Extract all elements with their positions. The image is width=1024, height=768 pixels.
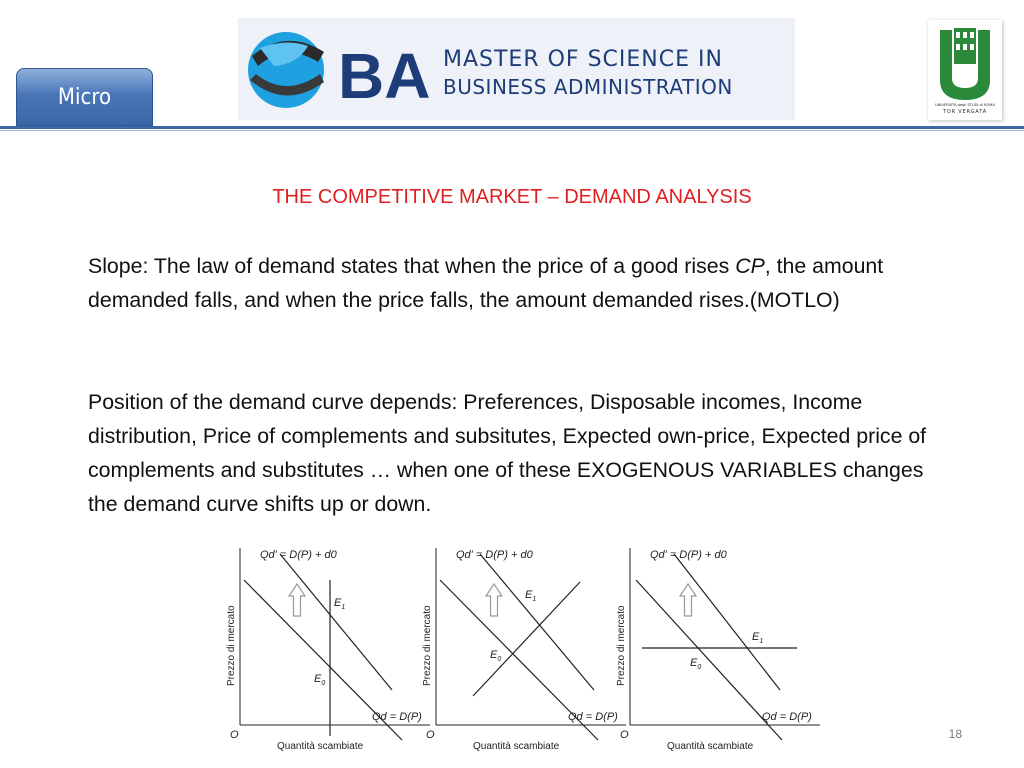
d1-xlabel: Quantità scambiate xyxy=(277,741,364,752)
d1-bottom-label: Qd = D(P) xyxy=(372,711,422,723)
section-tab-label: Micro xyxy=(57,84,112,110)
d3-top-label: Qd' = D(P) + d0 xyxy=(650,549,727,561)
d1-top-label: Qd' = D(P) + d0 xyxy=(260,549,337,561)
d2-e0: E xyxy=(490,649,498,661)
d2-e1-sub: 1 xyxy=(532,596,537,603)
page-number: 18 xyxy=(948,727,962,741)
para1-text: Slope: The law of demand states that when the price of a good rises xyxy=(88,254,736,278)
logo-ba-mark: BA xyxy=(338,40,431,112)
svg-text:E0 xyxy=(490,649,501,663)
para1-rest: , the amount demanded falls, and when the price falls, the amount demanded rises.(MOTLO) xyxy=(88,254,884,312)
paragraph-position: Position of the demand curve depends: Preferences, Disposable incomes, Income distribution, Price of complements and subsitutes, Expected own-price, Expected price of complements and substitutes … when one of these EXOGENOUS VARIABLES changes the demand curve shifts up or down. xyxy=(88,390,927,516)
paragraph-slope xyxy=(88,249,948,317)
d1-e1-sub: 1 xyxy=(341,604,346,611)
logo-ba-line2: BUSINESS ADMINISTRATION xyxy=(443,75,733,99)
d3-ylabel: Prezzo di mercato xyxy=(616,605,627,686)
slide-title: THE COMPETITIVE MARKET – DEMAND ANALYSIS xyxy=(272,186,752,208)
university-logo xyxy=(928,20,1002,120)
d1-e0-sub: 0 xyxy=(321,680,326,687)
d1-origin: O xyxy=(230,729,239,741)
svg-text:E0 xyxy=(314,673,325,687)
svg-text:E1 xyxy=(752,631,763,645)
d3-origin: O xyxy=(620,729,629,741)
para1-em: CP xyxy=(735,254,765,278)
svg-text:E0 xyxy=(690,657,701,671)
diagram-1 xyxy=(226,548,430,752)
d3-bottom-label: Qd = D(P) xyxy=(762,711,812,723)
d3-e0-sub: 0 xyxy=(697,664,702,671)
d3-e1-sub: 1 xyxy=(759,638,764,645)
d3-e1: E xyxy=(752,631,760,643)
univ-line1: UNIVERSITÀ degli STUDI di ROMA xyxy=(935,103,995,107)
svg-text:E1 xyxy=(334,597,345,611)
d1-ylabel: Prezzo di mercato xyxy=(226,605,237,686)
svg-text:E1 xyxy=(525,589,536,603)
demand-shift-diagrams xyxy=(222,540,827,755)
d1-e1: E xyxy=(334,597,342,609)
logo-ba-line1: MASTER OF SCIENCE IN xyxy=(443,47,723,72)
diagram-3 xyxy=(616,548,820,752)
d3-xlabel: Quantità scambiate xyxy=(667,741,754,752)
d2-origin: O xyxy=(426,729,435,741)
mba-logo xyxy=(238,18,795,120)
d2-xlabel: Quantità scambiate xyxy=(473,741,560,752)
d2-bottom-label: Qd = D(P) xyxy=(568,711,618,723)
section-tab xyxy=(16,68,153,126)
d2-top-label: Qd' = D(P) + d0 xyxy=(456,549,533,561)
diagram-2 xyxy=(422,548,626,752)
univ-line2: TOR VERGATA xyxy=(943,109,987,115)
d2-e1: E xyxy=(525,589,533,601)
slide-header xyxy=(0,0,1024,140)
header-divider xyxy=(0,126,1024,129)
d3-e0: E xyxy=(690,657,698,669)
d2-e0-sub: 0 xyxy=(497,656,502,663)
d2-ylabel: Prezzo di mercato xyxy=(422,605,433,686)
header-divider-thin xyxy=(0,130,1024,131)
d1-e0: E xyxy=(314,673,322,685)
